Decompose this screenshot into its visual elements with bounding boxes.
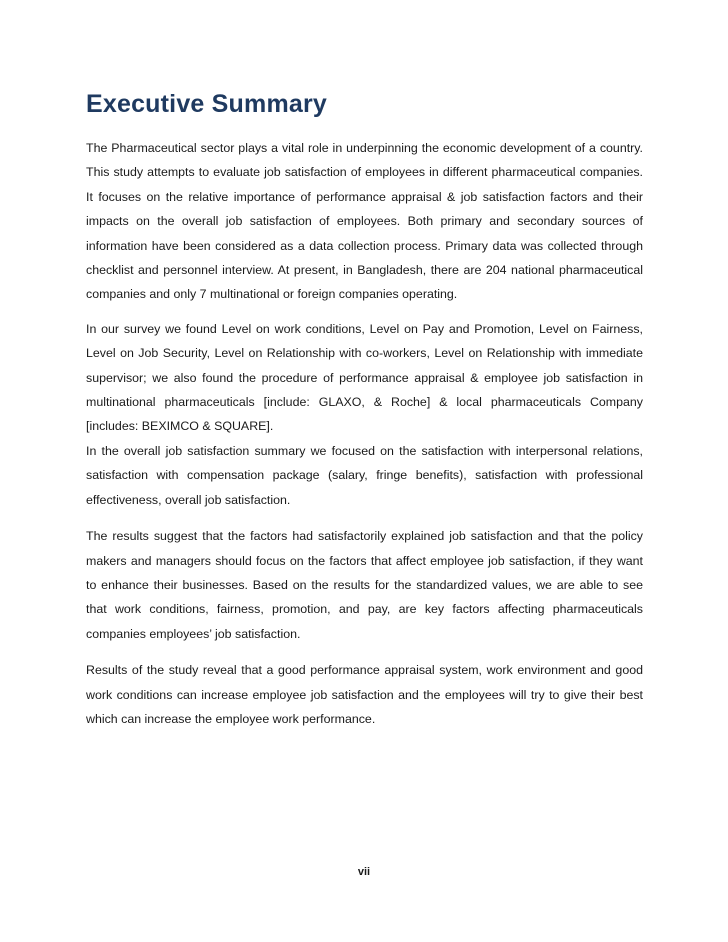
paragraph-survey-findings: In our survey we found Level on work conditions, Level on Pay and Promotion, Level on Fairness, Level on Job Security, Level on Relationship with co-workers, Level on Relationship with immediate supervisor; we also found the procedure of performance appraisal & employee job satisfaction in multinational pharmaceuticals [include: GLAXO, & Roche] & local pharmaceuticals Company [includes: BEXIMCO & SQUARE]. — [86, 321, 643, 434]
paragraph-results: The results suggest that the factors had satisfactorily explained job satisfaction and that the policy makers and managers should focus on the factors that affect employee job satisfaction, if they want to enhance their businesses. Based on the results for the standardized values, we are able to see that work conditions, fairness, promotion, and pay, are key factors affecting pharmaceuticals companies employees’ job satisfaction. — [86, 529, 643, 641]
paragraph-intro: The Pharmaceutical sector plays a vital role in underpinning the economic development of a country. This study attempts to evaluate job satisfaction of employees in different pharmaceutical companies. It focuses on the relative importance of performance appraisal & job satisfaction factors and their impacts on the overall job satisfaction of employees. Both primary and secondary sources of information have been considered as a data collection process. Primary data was collected through checklist and personnel interview. At present, in Bangladesh, there are 204 national pharmaceutical companies and only 7 multinational or foreign companies operating. — [86, 141, 643, 302]
paragraph-conclusion: Results of the study reveal that a good performance appraisal system, work environment and good work conditions can increase employee job satisfaction and the employees will try to give their best which can increase the employee work performance. — [86, 663, 643, 726]
page-number: vii — [357, 866, 371, 878]
body-text — [86, 136, 643, 731]
paragraph-overall-satisfaction: In the overall job satisfaction summary we focused on the satisfaction with interpersonal relations, satisfaction with compensation package (salary, fringe benefits), satisfaction with professional effectiveness, overall job satisfaction. — [86, 443, 643, 507]
page-title: Executive Summary — [86, 90, 328, 118]
